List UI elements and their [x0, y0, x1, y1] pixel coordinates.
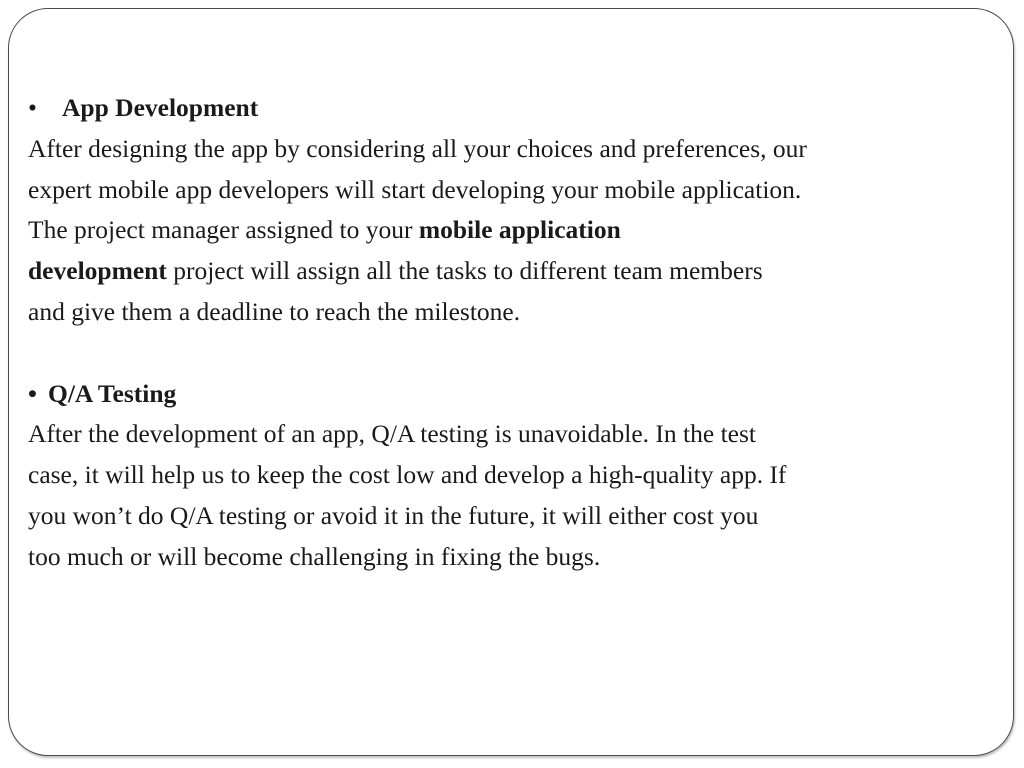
- paragraph-line: After designing the app by considering all your choices and preferences, our: [28, 133, 807, 163]
- slide-content: [28, 88, 978, 578]
- paragraph-line: [28, 210, 978, 251]
- paragraph-line: too much or will become challenging in fixing the bugs.: [28, 541, 601, 571]
- paragraph-line: and give them a deadline to reach the milestone.: [28, 296, 521, 326]
- heading-text: App Development: [62, 93, 259, 122]
- bullet-icon: •: [28, 378, 37, 408]
- section-spacer: [28, 333, 978, 374]
- paragraph-line: [28, 251, 978, 292]
- bullet-icon: •: [28, 93, 37, 122]
- qa-testing-paragraph: [28, 414, 978, 577]
- line-text: The project manager assigned to your: [28, 215, 419, 245]
- paragraph-line: expert mobile app developers will start developing your mobile application.: [28, 174, 802, 204]
- paragraph-line: you won’t do Q/A testing or avoid it in the future, it will either cost you: [28, 500, 759, 530]
- bold-keyword: development: [28, 256, 167, 286]
- heading-text: Q/A Testing: [48, 378, 177, 408]
- section-heading-app-development: [28, 88, 978, 129]
- app-development-paragraph: [28, 129, 978, 333]
- paragraph-line: After the development of an app, Q/A testing is unavoidable. In the test: [28, 419, 756, 449]
- bold-keyword: mobile application: [418, 215, 621, 245]
- line-text: project will assign all the tasks to different team members: [166, 256, 763, 286]
- paragraph-line: case, it will help us to keep the cost low and develop a high-quality app. If: [28, 460, 787, 490]
- section-heading-qa-testing: [28, 374, 978, 415]
